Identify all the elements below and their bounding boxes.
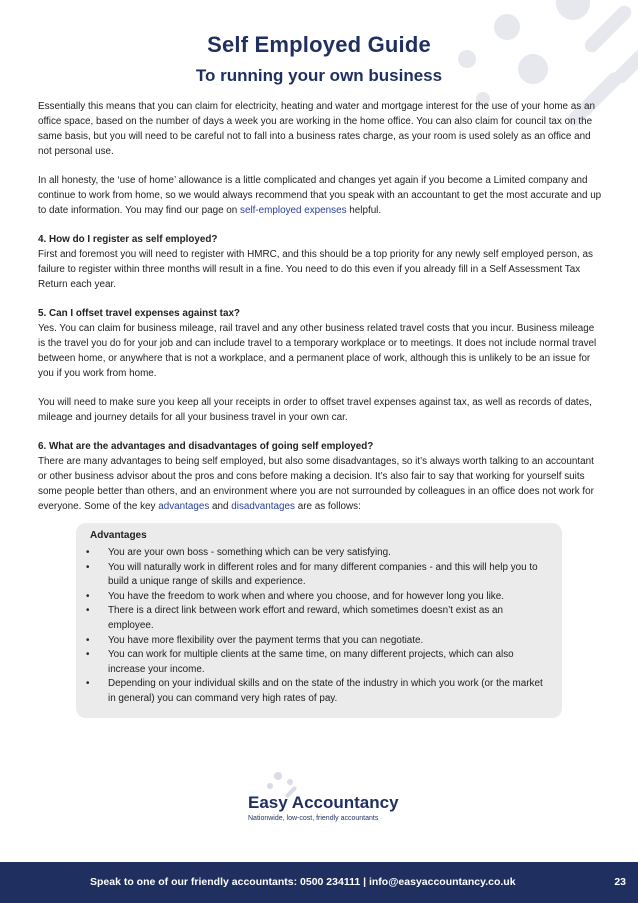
advantages-box — [76, 523, 562, 718]
paragraph — [38, 454, 604, 514]
question-heading: 4. How do I register as self employed? — [38, 234, 218, 245]
advantages-heading: Advantages — [90, 530, 147, 541]
text: are as follows: — [294, 501, 361, 512]
article-body — [38, 99, 604, 514]
list-item-text: You will naturally work in different roles and for many different companies - and this will help you to build a unique range of skills and experience. — [108, 561, 538, 588]
page-number: 23 — [614, 876, 626, 888]
disadvantages-link[interactable]: disadvantages — [231, 501, 295, 512]
list-item — [86, 604, 546, 633]
list-item-text: There is a direct link between work effort and reward, which sometimes doesn’t exist as an employee. — [108, 605, 503, 631]
self-employed-expenses-link[interactable]: self-employed expenses — [240, 205, 347, 216]
paragraph: You will need to make sure you keep all your receipts in order to offset travel expenses against tax, as well as records of dates, mileage and journey details for all your business travel in your own car. — [38, 397, 592, 423]
bullet: • — [86, 561, 90, 573]
advantages-list — [86, 546, 546, 707]
question-heading: 5. Can I offset travel expenses against tax? — [38, 308, 240, 319]
bullet: • — [86, 605, 90, 617]
page-title: Self Employed Guide — [207, 32, 431, 57]
text: There are many advantages to being self employed, but also some disadvantages, so it’s always worth talking to an accountant or other business advisor about the pros and cons before making a decision. It’s also fair to say that working for yourself suits some people better than others, and an environment where you are not surrounded by colleagues in an office does not work for everyone. Some of the key — [38, 456, 594, 512]
list-item-text: You are your own boss - something which can be very satisfying. — [108, 547, 391, 558]
list-item — [86, 648, 546, 677]
bullet: • — [86, 649, 90, 661]
question-heading: 6. What are the advantages and disadvantages of going self employed? — [38, 441, 374, 452]
paragraph — [38, 173, 604, 218]
text: In all honesty, the ‘use of home’ allowance is a little complicated and changes yet again if you become a Limited company and continue to work from home, so we would always recommend that you speak with an accountant to get the most accurate and up to date information. You may find our page on — [38, 175, 602, 216]
paragraph: Yes. You can claim for business mileage, rail travel and any other business related travel costs that you incur. Business mileage is the travel you do for your job and can include travel to a temporary workplace or to meetings. It does not include normal travel between home, or anywhere that is not a workplace, and a permanent place of work, although this is unlikely to be an issue for you if you work from home. — [38, 323, 597, 379]
decor-circle — [556, 0, 590, 20]
bullet: • — [86, 547, 90, 558]
paragraph: Essentially this means that you can claim for electricity, heating and water and mortgage interest for the use of your home as an office space, based on the number of days a week you are working in the home office. You can also claim for council tax on the same basis, but you will need to be careful not to fall into a business rates charge, as your room is used solely as an office and not personal use. — [38, 101, 595, 157]
list-item — [86, 561, 546, 590]
bullet: • — [86, 678, 90, 690]
list-item — [86, 590, 546, 605]
list-item-text: Depending on your individual skills and on the state of the industry in which you work (or the market in general) you can command very high rates of pay. — [108, 678, 543, 704]
logo-tagline: Nationwide, low-cost, friendly accountants — [248, 815, 379, 822]
list-item-text: You can work for multiple clients at the same time, on many different projects, which can also increase your income. — [108, 649, 514, 675]
bullet: • — [86, 634, 90, 646]
paragraph: First and foremost you will need to register with HMRC, and this should be a top priority for any newly self employed person, as failure to register within three months will result in a fine. You need to do this even if you already fill in a Self Assessment Tax Return each year. — [38, 249, 593, 290]
bullet: • — [86, 590, 90, 602]
list-item-text: You have more flexibility over the payment terms that you can negotiate. — [108, 634, 424, 646]
list-item — [86, 546, 546, 561]
logo-name: Easy Accountancy — [248, 793, 399, 812]
easy-accountancy-logo — [240, 784, 420, 844]
footer-bar — [0, 862, 638, 903]
list-item — [86, 677, 546, 706]
list-item — [86, 634, 546, 649]
footer-contact: Speak to one of our friendly accountants: 0500 234111 | info@easyaccountancy.co.uk — [90, 876, 516, 888]
text: and — [209, 501, 232, 512]
advantages-link[interactable]: advantages — [158, 501, 210, 512]
list-item-text: You have the freedom to work when and where you choose, and for however long you like. — [108, 590, 504, 602]
text: helpful. — [346, 205, 382, 216]
page-subtitle: To running your own business — [195, 66, 443, 85]
